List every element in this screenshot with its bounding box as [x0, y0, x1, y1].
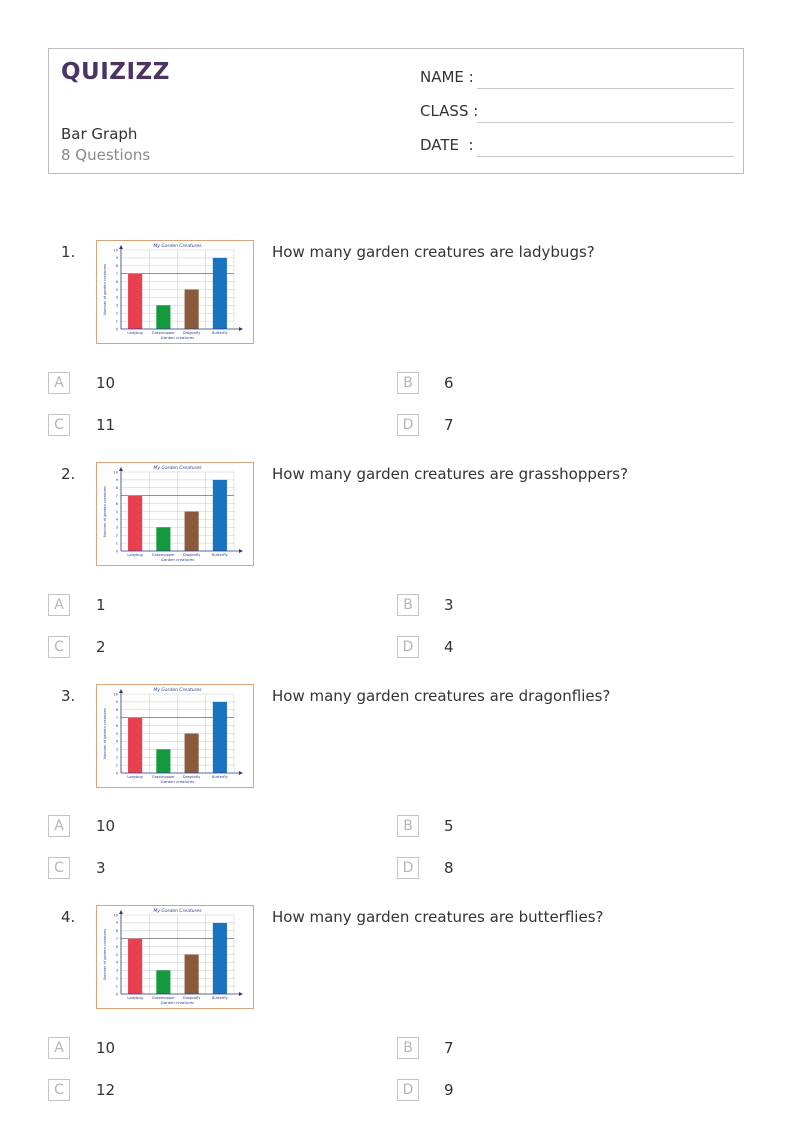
option-a-box[interactable]: A — [48, 372, 70, 394]
question-number: 1. — [61, 243, 76, 261]
option-c-value: 12 — [96, 1081, 116, 1099]
bar-dragonfly — [185, 955, 199, 995]
y-tick-label: 3 — [115, 303, 118, 308]
chart-svg — [97, 241, 253, 343]
chart-svg — [97, 685, 253, 787]
x-tick-label: Ladybug — [127, 775, 143, 779]
y-tick-label: 8 — [115, 708, 118, 713]
chart-title: My Garden Creatures — [153, 244, 202, 249]
x-tick-label: Grasshopper — [151, 553, 175, 557]
y-axis-arrow — [119, 245, 123, 249]
option-b-value: 5 — [444, 817, 454, 835]
y-tick-label: 2 — [115, 533, 118, 538]
x-tick-label: Butterfly — [212, 553, 228, 557]
y-tick-label: 10 — [113, 470, 118, 475]
bar-dragonfly — [185, 512, 199, 552]
option-b-box[interactable]: B — [397, 815, 419, 837]
name-label: NAME : — [420, 68, 474, 86]
y-tick-label: 4 — [115, 517, 118, 522]
option-d-box[interactable]: D — [397, 636, 419, 658]
question-text: How many garden creatures are dragonflies? — [272, 687, 611, 705]
date-field[interactable] — [420, 136, 734, 158]
x-tick-label: Grasshopper — [151, 996, 175, 1000]
quizizz-logo: QUIZIZZ — [61, 59, 170, 85]
bar-grasshopper — [156, 970, 170, 994]
option-d-value: 9 — [444, 1081, 454, 1099]
x-tick-label: Butterfly — [212, 996, 228, 1000]
y-tick-label: 6 — [115, 944, 118, 949]
y-tick-label: 2 — [115, 311, 118, 316]
chart-svg — [97, 463, 253, 565]
x-axis-arrow — [239, 327, 243, 331]
y-axis-arrow — [119, 910, 123, 914]
y-tick-label: 9 — [115, 700, 118, 705]
option-a-value: 1 — [96, 596, 106, 614]
y-tick-label: 5 — [115, 731, 118, 736]
y-tick-label: 8 — [115, 264, 118, 269]
option-a-box[interactable]: A — [48, 594, 70, 616]
y-tick-label: 2 — [115, 976, 118, 981]
option-d-value: 4 — [444, 638, 454, 656]
x-axis-label: Garden creatures — [160, 779, 195, 784]
y-axis-arrow — [119, 467, 123, 471]
chart-title: My Garden Creatures — [153, 909, 202, 914]
y-tick-label: 10 — [113, 248, 118, 253]
option-a-box[interactable]: A — [48, 1037, 70, 1059]
x-tick-label: Grasshopper — [151, 331, 175, 335]
question-number: 3. — [61, 687, 76, 705]
y-tick-label: 10 — [113, 692, 118, 697]
option-b-value: 6 — [444, 374, 454, 392]
name-line[interactable] — [477, 88, 734, 89]
x-tick-label: Ladybug — [127, 553, 143, 557]
y-axis-label: Number of garden creatures — [103, 486, 107, 537]
worksheet-title: Bar Graph — [61, 125, 138, 143]
x-tick-label: Ladybug — [127, 996, 143, 1000]
y-tick-label: 9 — [115, 256, 118, 261]
bar-grasshopper — [156, 305, 170, 329]
bar-chart-image — [96, 240, 254, 344]
class-field[interactable] — [420, 102, 734, 124]
question-count: 8 Questions — [61, 146, 151, 164]
y-tick-label: 9 — [115, 921, 118, 926]
y-tick-label: 7 — [115, 272, 118, 276]
option-d-box[interactable]: D — [397, 1079, 419, 1101]
y-tick-label: 1 — [115, 984, 118, 989]
chart-title: My Garden Creatures — [153, 688, 202, 693]
x-tick-label: Butterfly — [212, 331, 228, 335]
x-tick-label: Dragonfly — [182, 996, 201, 1000]
class-line[interactable] — [477, 122, 734, 123]
y-axis-label: Number of garden creatures — [103, 264, 107, 315]
bar-butterfly — [213, 702, 227, 773]
y-tick-label: 2 — [115, 755, 118, 760]
date-line[interactable] — [477, 156, 734, 157]
bar-butterfly — [213, 258, 227, 329]
y-tick-label: 7 — [115, 716, 118, 720]
option-c-value: 11 — [96, 416, 116, 434]
y-tick-label: 0 — [115, 771, 118, 776]
bar-butterfly — [213, 480, 227, 551]
bar-butterfly — [213, 923, 227, 994]
bar-chart-image — [96, 462, 254, 566]
x-tick-label: Dragonfly — [182, 775, 201, 779]
y-tick-label: 4 — [115, 739, 118, 744]
y-tick-label: 6 — [115, 723, 118, 728]
x-tick-label: Grasshopper — [151, 775, 175, 779]
y-tick-label: 5 — [115, 509, 118, 514]
x-axis-arrow — [239, 771, 243, 775]
class-label: CLASS : — [420, 102, 479, 120]
question-number: 2. — [61, 465, 76, 483]
option-a-value: 10 — [96, 374, 116, 392]
y-tick-label: 7 — [115, 494, 118, 498]
y-tick-label: 1 — [115, 319, 118, 324]
y-tick-label: 6 — [115, 501, 118, 506]
y-tick-label: 8 — [115, 486, 118, 491]
y-tick-label: 7 — [115, 937, 118, 941]
x-tick-label: Dragonfly — [182, 553, 201, 557]
option-c-box[interactable]: C — [48, 414, 70, 436]
y-tick-label: 0 — [115, 327, 118, 332]
option-a-value: 10 — [96, 817, 116, 835]
y-tick-label: 9 — [115, 478, 118, 483]
x-axis-label: Garden creatures — [160, 1000, 195, 1005]
question-number: 4. — [61, 908, 76, 926]
bar-ladybug — [128, 274, 142, 329]
y-tick-label: 10 — [113, 913, 118, 918]
y-tick-label: 0 — [115, 992, 118, 997]
bar-ladybug — [128, 939, 142, 994]
option-c-box[interactable]: C — [48, 857, 70, 879]
y-axis-arrow — [119, 689, 123, 693]
option-b-value: 3 — [444, 596, 454, 614]
bar-chart-image — [96, 684, 254, 788]
y-tick-label: 4 — [115, 295, 118, 300]
option-d-box[interactable]: D — [397, 414, 419, 436]
option-c-box[interactable]: C — [48, 636, 70, 658]
option-a-box[interactable]: A — [48, 815, 70, 837]
x-axis-arrow — [239, 992, 243, 996]
bar-ladybug — [128, 496, 142, 551]
y-axis-label: Number of garden creatures — [103, 929, 107, 980]
y-tick-label: 3 — [115, 747, 118, 752]
bar-chart-image — [96, 905, 254, 1009]
y-tick-label: 6 — [115, 279, 118, 284]
option-c-box[interactable]: C — [48, 1079, 70, 1101]
option-b-value: 7 — [444, 1039, 454, 1057]
question-text: How many garden creatures are grasshoppers? — [272, 465, 629, 483]
bar-grasshopper — [156, 527, 170, 551]
bar-dragonfly — [185, 734, 199, 774]
question-text: How many garden creatures are butterflies? — [272, 908, 604, 926]
question-text: How many garden creatures are ladybugs? — [272, 243, 595, 261]
option-b-box[interactable]: B — [397, 594, 419, 616]
option-d-box[interactable]: D — [397, 857, 419, 879]
date-label: DATE : — [420, 136, 474, 154]
x-tick-label: Ladybug — [127, 331, 143, 335]
option-d-value: 7 — [444, 416, 454, 434]
option-b-box[interactable]: B — [397, 1037, 419, 1059]
worksheet-header — [48, 48, 744, 174]
y-axis-label: Number of garden creatures — [103, 708, 107, 759]
y-tick-label: 4 — [115, 960, 118, 965]
y-tick-label: 3 — [115, 968, 118, 973]
x-axis-arrow — [239, 549, 243, 553]
x-tick-label: Dragonfly — [182, 331, 201, 335]
option-c-value: 3 — [96, 859, 106, 877]
y-tick-label: 5 — [115, 287, 118, 292]
y-tick-label: 8 — [115, 929, 118, 934]
y-tick-label: 0 — [115, 549, 118, 554]
y-tick-label: 1 — [115, 541, 118, 546]
y-tick-label: 1 — [115, 763, 118, 768]
x-tick-label: Butterfly — [212, 775, 228, 779]
option-b-box[interactable]: B — [397, 372, 419, 394]
chart-title: My Garden Creatures — [153, 466, 202, 471]
bar-grasshopper — [156, 749, 170, 773]
x-axis-label: Garden creatures — [160, 335, 195, 340]
x-axis-label: Garden creatures — [160, 557, 195, 562]
chart-svg — [97, 906, 253, 1008]
y-tick-label: 3 — [115, 525, 118, 530]
bar-ladybug — [128, 718, 142, 773]
bar-dragonfly — [185, 290, 199, 330]
option-d-value: 8 — [444, 859, 454, 877]
option-c-value: 2 — [96, 638, 106, 656]
name-field[interactable] — [420, 68, 734, 90]
option-a-value: 10 — [96, 1039, 116, 1057]
y-tick-label: 5 — [115, 952, 118, 957]
